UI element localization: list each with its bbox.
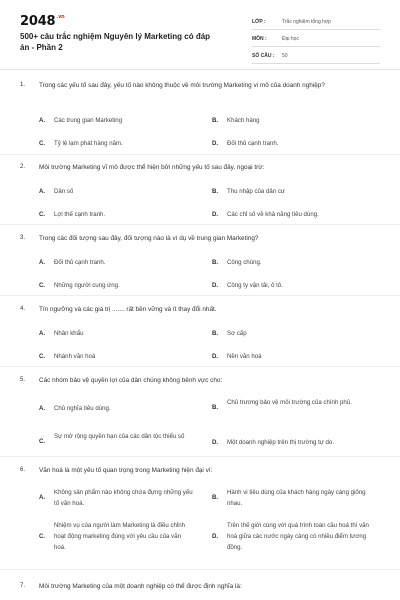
- meta-table: [252, 14, 380, 65]
- question-number: 5.: [20, 377, 26, 383]
- question-separator: [0, 456, 400, 457]
- question-separator: [0, 154, 400, 155]
- option-b[interactable]: [212, 328, 372, 339]
- question-text: Môi trường Marketing vĩ mô được thể hiện bởi những yếu tố sau đây, ngoại trừ:: [39, 164, 265, 171]
- option-letter: B.: [212, 404, 219, 411]
- option-d[interactable]: [212, 209, 372, 220]
- question-separator: [0, 295, 400, 296]
- header-divider: [0, 69, 400, 70]
- logo-domain: .vn: [56, 14, 65, 20]
- option-text: Nhân khẩu: [54, 330, 84, 337]
- option-letter: D.: [212, 211, 219, 218]
- meta-value: Trắc nghiệm tổng hợp: [282, 18, 331, 25]
- option-b[interactable]: [212, 115, 372, 126]
- option-a[interactable]: [39, 328, 194, 339]
- question-number: 6.: [20, 467, 26, 473]
- option-b[interactable]: [212, 186, 372, 197]
- option-b[interactable]: [212, 487, 372, 509]
- option-letter: D.: [212, 533, 219, 540]
- meta-value: Đại học: [282, 35, 299, 42]
- question-separator: [0, 366, 400, 367]
- option-c[interactable]: [39, 351, 194, 362]
- option-letter: B.: [212, 494, 219, 501]
- option-letter: C.: [39, 353, 46, 360]
- option-text: Một doanh nghiệp trên thị trường tự do.: [227, 439, 335, 446]
- option-letter: A.: [39, 330, 46, 337]
- question-text: Tín ngưỡng và các giá trị ....... rất bền vững và ít thay đổi nhất.: [39, 306, 217, 313]
- option-d[interactable]: [212, 138, 372, 149]
- option-c[interactable]: [39, 138, 194, 149]
- question-separator: [0, 224, 400, 225]
- option-text: Hành vi tiêu dùng của khách hàng ngày càng giống nhau.: [227, 489, 366, 507]
- option-text: Nhiệm vụ của người làm Marketing là điều chỉnh hoạt động marketing đúng với yêu cầu của văn hoá.: [54, 522, 186, 551]
- option-letter: A.: [39, 405, 46, 412]
- option-d[interactable]: [212, 437, 372, 448]
- question-text: Trong các đối tượng sau đây, đối tượng nào là ví dụ về trung gian Marketing?: [39, 235, 259, 242]
- option-letter: B.: [212, 117, 219, 124]
- option-text: Lợi thế cạnh tranh.: [54, 211, 106, 218]
- option-text: Thu nhập của dân cư: [227, 188, 285, 195]
- option-letter: C.: [39, 438, 46, 445]
- option-a[interactable]: [39, 186, 194, 197]
- option-text: Các trung gian Marketing: [54, 117, 123, 124]
- question-text: Văn hoá là một yếu tố quan trọng trong Marketing hiện đại vì:: [39, 467, 213, 474]
- question-number: 1.: [20, 82, 26, 88]
- question-text: Trong các yếu tố sau đây, yếu tố nào không thuộc về môi trường Marketing vi mô của doanh nghiệp?: [39, 82, 325, 89]
- option-text: Trên thế giới cùng với quá trình toàn cầu hoá thì văn hoá giữa các nước ngày càng có nhiều điểm tương đồng.: [227, 522, 369, 551]
- page-title: 500+ câu trắc nghiệm Nguyên lý Marketing có đáp án - Phần 2: [20, 32, 211, 52]
- option-text: Đối thủ cạnh tranh.: [54, 259, 106, 266]
- meta-key: LỚP :: [252, 18, 266, 25]
- option-c[interactable]: [39, 520, 194, 553]
- option-letter: B.: [212, 330, 219, 337]
- option-text: Dân số: [54, 188, 74, 195]
- option-letter: C.: [39, 533, 46, 540]
- option-c[interactable]: [39, 209, 194, 220]
- meta-row-subject: [252, 31, 380, 47]
- option-text: Các chỉ số về khả năng tiêu dùng.: [227, 211, 319, 218]
- option-letter: A.: [39, 494, 46, 501]
- option-letter: D.: [212, 353, 219, 360]
- option-text: Khách hàng: [227, 117, 260, 124]
- option-letter: A.: [39, 259, 46, 266]
- option-text: Công ty vận tải, ô tô.: [227, 282, 283, 289]
- question-number: 2.: [20, 164, 26, 170]
- question-text: Môi trường Marketing của một doanh nghiệp có thể được định nghĩa là:: [39, 583, 242, 590]
- document-header: [0, 0, 400, 70]
- option-d[interactable]: [212, 280, 372, 291]
- question-number: 4.: [20, 306, 26, 312]
- option-d[interactable]: [212, 520, 372, 553]
- option-text: Không sản phẩm nào không chứa đựng những yếu tố văn hoá.: [54, 489, 193, 507]
- question-separator: [0, 569, 400, 570]
- option-letter: D.: [212, 140, 219, 147]
- option-text: Chủ trương bảo vệ môi trường của chính phủ.: [227, 399, 352, 406]
- option-letter: D.: [212, 439, 219, 446]
- option-a[interactable]: [39, 257, 194, 268]
- site-logo[interactable]: [20, 14, 65, 29]
- option-text: Chủ nghĩa tiêu dùng.: [54, 405, 111, 412]
- option-d[interactable]: [212, 351, 372, 362]
- option-c[interactable]: [39, 280, 194, 291]
- option-text: Nền văn hoá: [227, 353, 262, 360]
- question-text: Các nhóm bảo vệ quyền lợi của dân chúng không bênh vực cho:: [39, 377, 223, 384]
- meta-key: SỐ CÂU :: [252, 52, 275, 59]
- option-a[interactable]: [39, 115, 194, 126]
- option-text: Tỷ lệ lạm phát hàng năm.: [54, 140, 123, 147]
- meta-value: 50: [282, 52, 288, 59]
- option-b[interactable]: [212, 397, 372, 413]
- option-letter: C.: [39, 282, 46, 289]
- option-text: Sự mở rộng quyền hạn của các dân tộc thiểu số: [54, 433, 185, 440]
- option-text: Nhánh văn hoá: [54, 353, 96, 360]
- option-a[interactable]: [39, 487, 194, 509]
- option-text: Những người cung ứng.: [54, 282, 120, 289]
- option-letter: B.: [212, 188, 219, 195]
- option-b[interactable]: [212, 257, 372, 268]
- option-letter: A.: [39, 117, 46, 124]
- option-letter: B.: [212, 259, 219, 266]
- option-letter: C.: [39, 211, 46, 218]
- option-letter: D.: [212, 282, 219, 289]
- option-a[interactable]: [39, 403, 194, 414]
- option-letter: A.: [39, 188, 46, 195]
- option-text: Đối thủ cạnh tranh.: [227, 140, 279, 147]
- meta-key: MÔN :: [252, 35, 267, 42]
- option-c[interactable]: [39, 431, 194, 447]
- meta-row-count: [252, 48, 380, 64]
- option-letter: C.: [39, 140, 46, 147]
- option-text: Công chúng.: [227, 259, 262, 266]
- logo-text: 2048: [20, 14, 56, 29]
- meta-row-class: [252, 14, 380, 30]
- question-number: 3.: [20, 235, 26, 241]
- question-number: 7.: [20, 583, 26, 589]
- option-text: Sơ cấp: [227, 330, 247, 337]
